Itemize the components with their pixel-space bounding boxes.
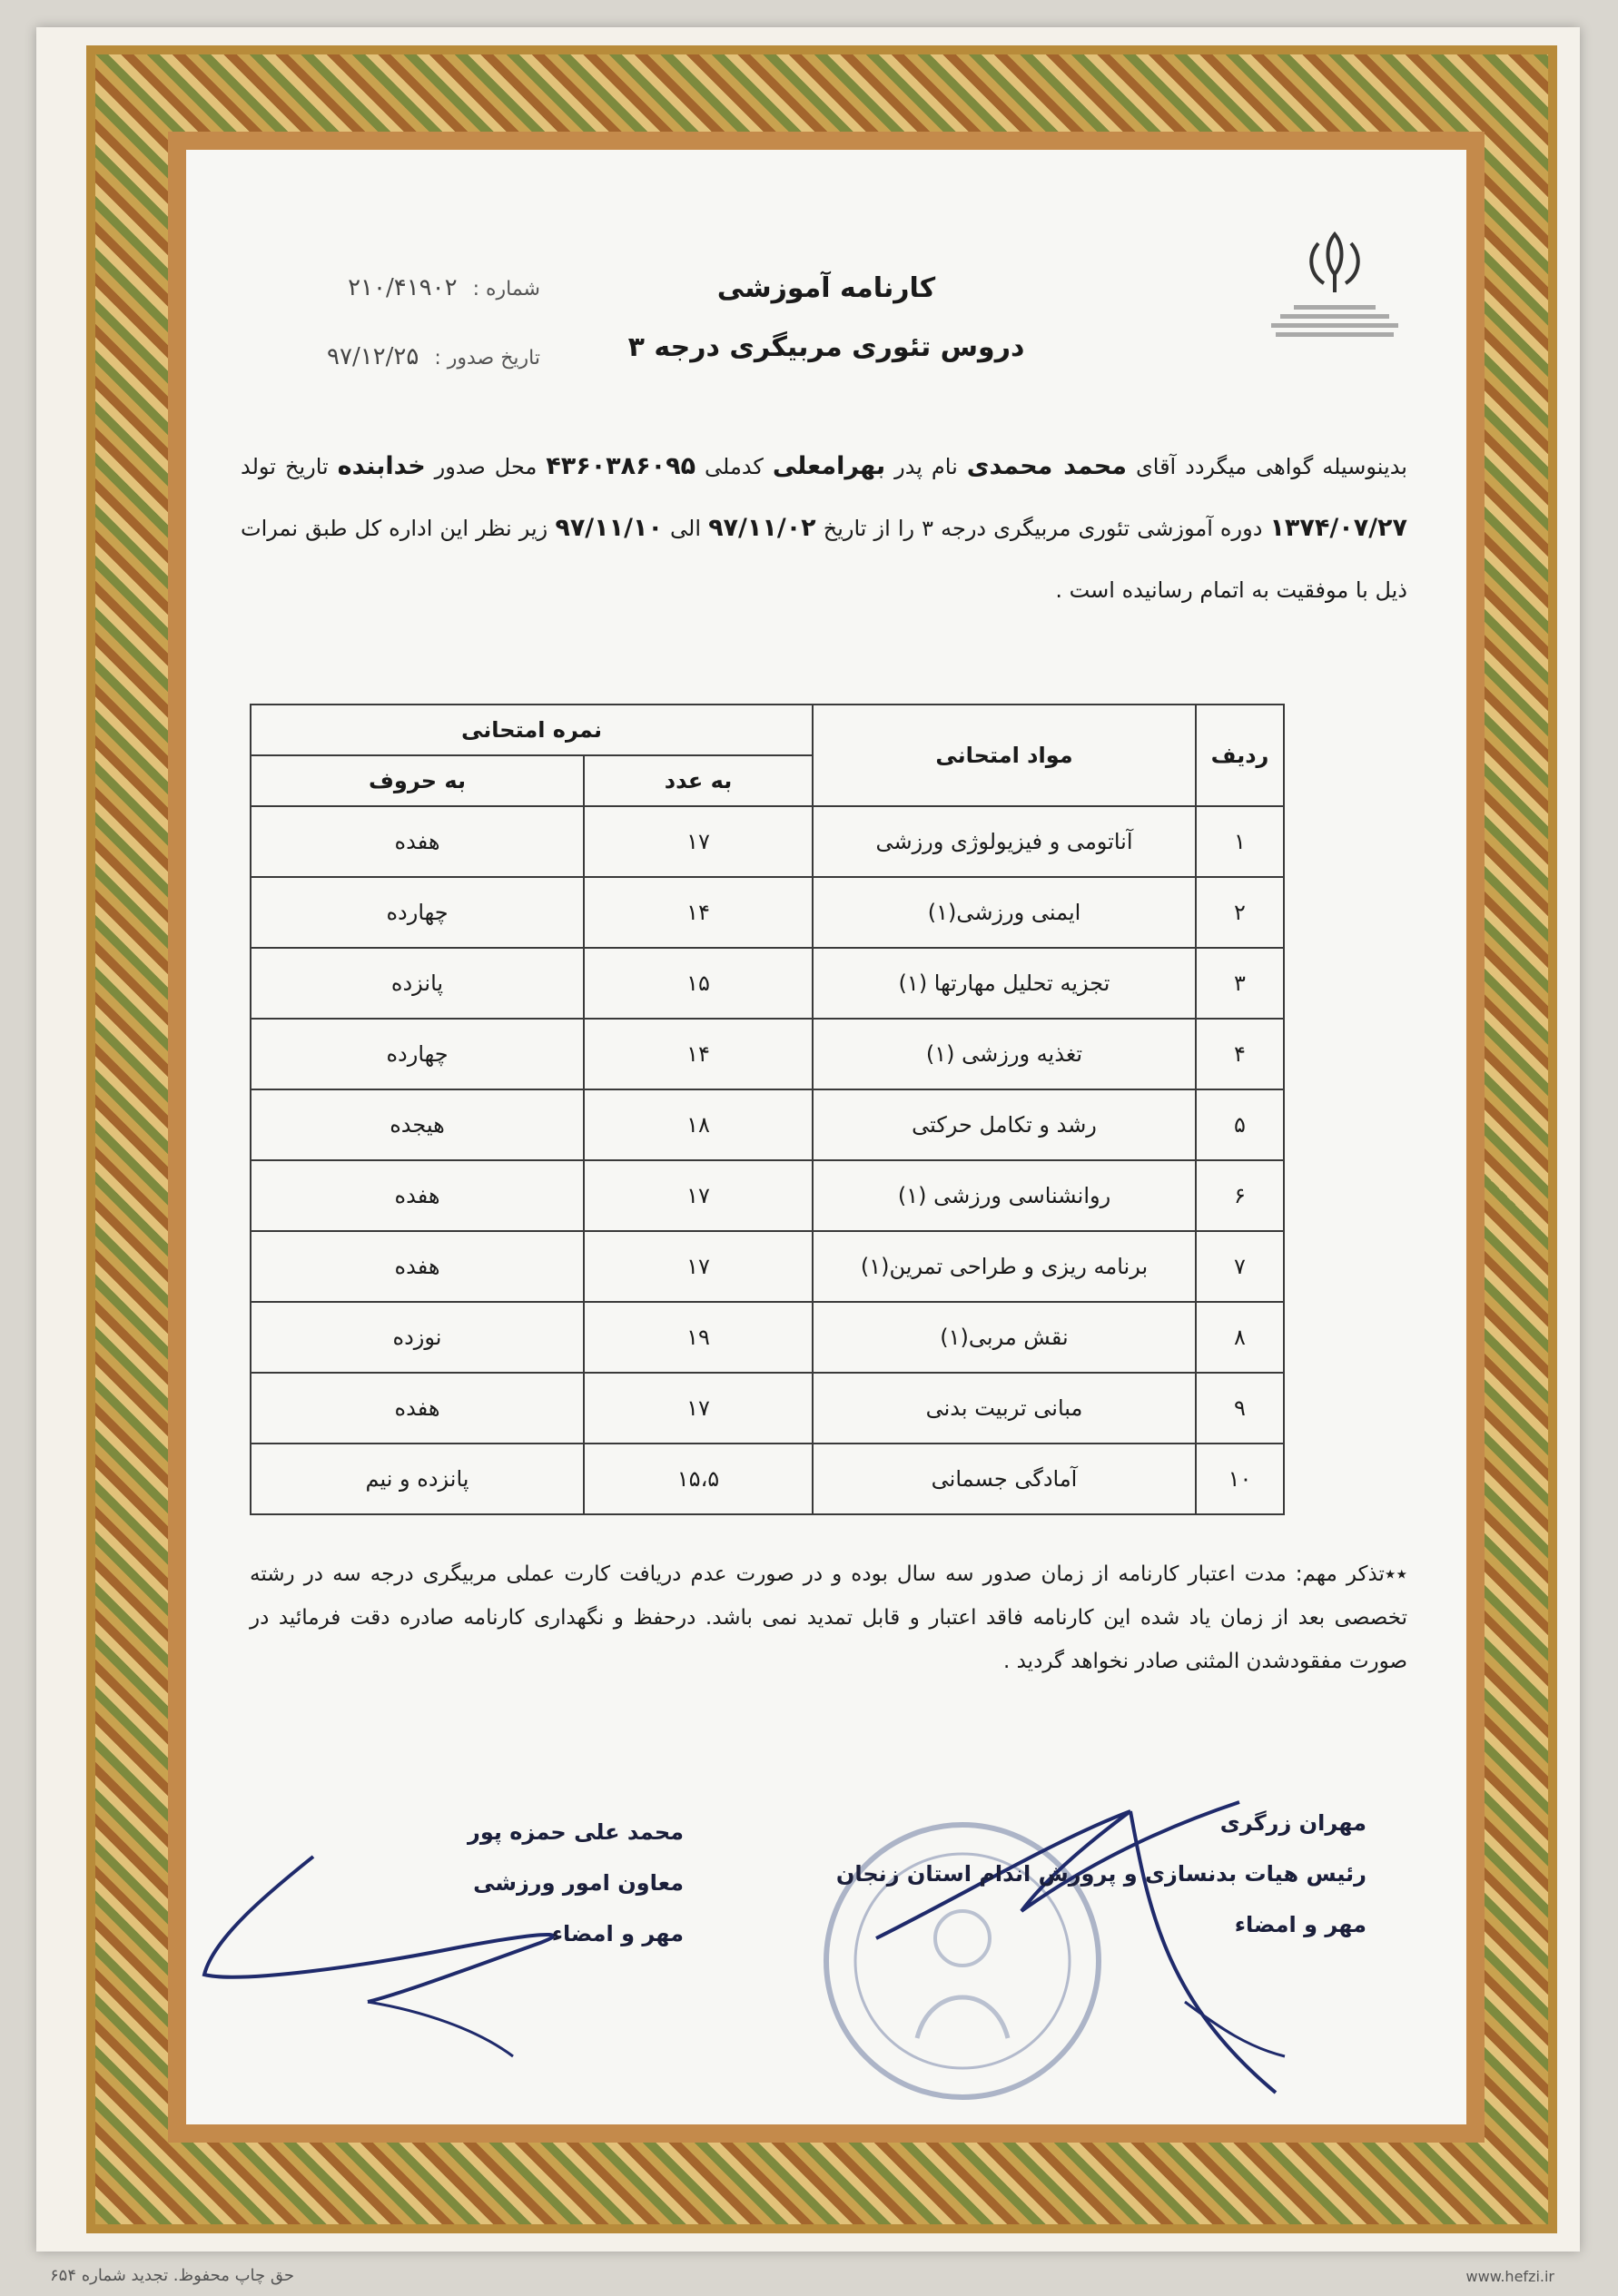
body-text-3: کدملی (705, 454, 764, 479)
row-grade-words: هفده (251, 1160, 584, 1231)
table-row (251, 1019, 1284, 1089)
row-grade-numeric: ۱۷ (584, 1231, 813, 1302)
right-signer-name: مهران زرگری (1219, 1810, 1366, 1836)
body-text-8: زیر نظر این اداره کل طبق نمرات ذیل با موفقیت به اتمام رسانیده است . (241, 516, 1407, 603)
row-grade-numeric: ۱۹ (584, 1302, 813, 1373)
table-row (251, 1373, 1284, 1444)
header-subject: مواد امتحانی (813, 705, 1196, 806)
row-subject: رشد و تکامل حرکتی (813, 1089, 1196, 1160)
header-grade: نمره امتحانی (251, 705, 813, 755)
row-number: ۹ (1196, 1373, 1284, 1444)
row-grade-numeric: ۱۷ (584, 806, 813, 877)
date-label: تاریخ صدور : (434, 347, 540, 370)
title-line-2: دروس تئوری مربیگری درجه ۳ (627, 331, 1025, 363)
row-grade-words: چهارده (251, 1019, 584, 1089)
table-row (251, 1160, 1284, 1231)
row-number: ۶ (1196, 1160, 1284, 1231)
left-seal-label: مهر و امضاء (551, 1921, 685, 1946)
header-numeric: به عدد (584, 755, 813, 806)
certificate-content (186, 150, 1466, 2124)
row-subject: آمادگی جسمانی (813, 1444, 1196, 1514)
row-number: ۲ (1196, 877, 1284, 948)
row-grade-words: نوزده (251, 1302, 584, 1373)
table-row (251, 877, 1284, 948)
right-signature-block (836, 1798, 1366, 1950)
row-number: ۸ (1196, 1302, 1284, 1373)
birth-date: ۱۳۷۴/۰۷/۲۷ (1269, 514, 1408, 542)
row-grade-numeric: ۱۵،۵ (584, 1444, 813, 1514)
document-title (186, 272, 1466, 363)
father-name: بهرامعلی (772, 452, 886, 480)
row-number: ۷ (1196, 1231, 1284, 1302)
table-row (251, 1444, 1284, 1514)
national-id: ۴۳۶۰۳۸۶۰۹۵ (546, 452, 696, 480)
right-seal-label: مهر و امضاء (1234, 1912, 1366, 1937)
grades-table (250, 704, 1285, 1515)
left-signer-name: محمد علی حمزه پور (468, 1819, 685, 1845)
issue-place: خدابنده (337, 452, 426, 480)
student-name: محمد محمدی (966, 452, 1127, 480)
body-text-6: دوره آموزشی تئوری مربیگری درجه ۳ را از تاریخ (823, 516, 1263, 541)
row-grade-words: هفده (251, 806, 584, 877)
row-subject: روانشناسی ورزشی (۱) (813, 1160, 1196, 1231)
row-grade-words: هفده (251, 1231, 584, 1302)
row-grade-words: پانزده و نیم (251, 1444, 584, 1514)
row-subject: برنامه ریزی و طراحی تمرین(۱) (813, 1231, 1196, 1302)
row-subject: نقش مربی(۱) (813, 1302, 1196, 1373)
table-row (251, 1089, 1284, 1160)
table-row (251, 1302, 1284, 1373)
row-number: ۳ (1196, 948, 1284, 1019)
header-words: به حروف (251, 755, 584, 806)
row-grade-words: چهارده (251, 877, 584, 948)
row-grade-words: پانزده (251, 948, 584, 1019)
row-number: ۴ (1196, 1019, 1284, 1089)
header-row-number: ردیف (1196, 705, 1284, 806)
footer-print-note: حق چاپ محفوظ. تجدید شماره ۶۵۴ (50, 2266, 294, 2285)
row-grade-words: هفده (251, 1373, 584, 1444)
row-grade-numeric: ۱۴ (584, 877, 813, 948)
table-row (251, 806, 1284, 877)
row-subject: آناتومی و فیزیولوژی ورزشی (813, 806, 1196, 877)
row-grade-numeric: ۱۴ (584, 1019, 813, 1089)
body-text-4: محل صدور (434, 454, 538, 479)
date-value: ۹۷/۱۲/۲۵ (327, 343, 419, 370)
course-from-date: ۹۷/۱۱/۰۲ (708, 514, 816, 542)
row-number: ۱ (1196, 806, 1284, 877)
row-subject: مبانی تربیت بدنی (813, 1373, 1196, 1444)
row-grade-words: هیجده (251, 1089, 584, 1160)
body-text-7: الی (670, 516, 701, 541)
row-grade-numeric: ۱۵ (584, 948, 813, 1019)
row-grade-numeric: ۱۷ (584, 1160, 813, 1231)
body-text-2: نام پدر (894, 454, 958, 479)
left-signer-title: معاون امور ورزشی (473, 1870, 685, 1896)
table-row (251, 948, 1284, 1019)
table-row (251, 1231, 1284, 1302)
number-label: شماره : (472, 278, 540, 301)
left-signature-block (468, 1807, 684, 1959)
body-text-1: بدینوسیله گواهی میگردد آقای (1135, 454, 1407, 479)
row-grade-numeric: ۱۸ (584, 1089, 813, 1160)
number-value: ۲۱۰/۴۱۹۰۲ (348, 274, 458, 301)
row-number: ۵ (1196, 1089, 1284, 1160)
row-subject: تجزیه تحلیل مهارتها (۱) (813, 948, 1196, 1019)
row-grade-numeric: ۱۷ (584, 1373, 813, 1444)
row-subject: ایمنی ورزشی(۱) (813, 877, 1196, 948)
footer-website: www.hefzi.ir (1465, 2268, 1554, 2285)
row-number: ۱۰ (1196, 1444, 1284, 1514)
right-signer-title: رئیس هیات بدنسازی و پرورش اندام استان زنجان (835, 1861, 1366, 1887)
row-subject: تغذیه ورزشی (۱) (813, 1019, 1196, 1089)
body-text-5: تاریخ تولد (241, 454, 329, 479)
certificate-body (241, 436, 1407, 621)
important-note: ٭٭تذکر مهم: مدت اعتبار کارنامه از زمان صدور سه سال بوده و در صورت عدم دریافت کارت عملی مربیگری درجه سه در رشته تخصصی بعد از زمان یاد شده این کارنامه فاقد اعتبار و قابل تمدید نمی باشد. درحفظ و نگهداری کارنامه صادره دقت فرمائید در صورت مفقودشدن المثنی صادر نخواهد گردید . (250, 1562, 1407, 1673)
course-to-date: ۹۷/۱۱/۱۰ (555, 514, 663, 542)
title-line-1: کارنامه آموزشی (716, 272, 936, 304)
